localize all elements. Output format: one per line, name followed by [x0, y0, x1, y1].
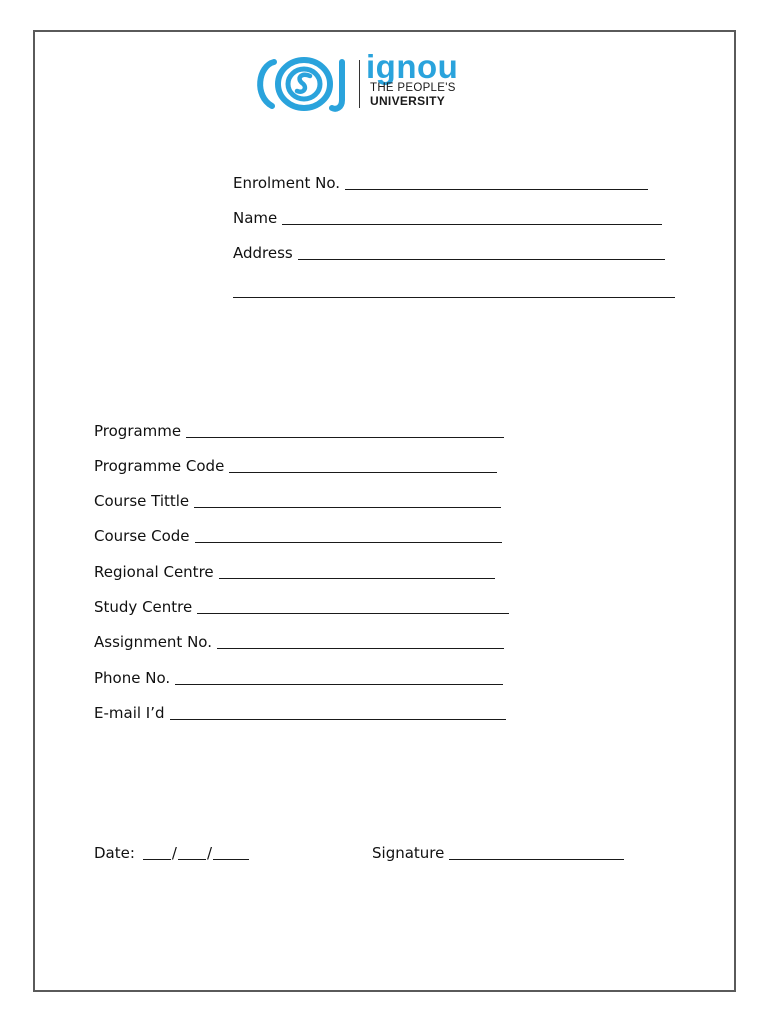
- course-title-line[interactable]: [194, 507, 501, 508]
- programme-field[interactable]: [94, 424, 504, 439]
- date-separator-1: /: [171, 844, 177, 862]
- logo-divider: [359, 60, 360, 108]
- programme-line[interactable]: [186, 437, 504, 438]
- address-field[interactable]: [233, 246, 665, 261]
- programme-code-label: Programme Code: [94, 457, 225, 475]
- enrolment-label: Enrolment No.: [233, 174, 341, 192]
- regional-centre-line[interactable]: [219, 578, 495, 579]
- name-label: Name: [233, 209, 278, 227]
- phone-no-line[interactable]: [175, 684, 503, 685]
- logo-tagline-1: THE PEOPLE'S: [370, 82, 456, 94]
- logo-wordmark: ignou: [366, 48, 459, 85]
- assignment-no-line[interactable]: [217, 648, 504, 649]
- address-line[interactable]: [298, 259, 665, 260]
- study-centre-label: Study Centre: [94, 598, 193, 616]
- course-title-field[interactable]: [94, 494, 501, 509]
- course-code-line[interactable]: [195, 542, 502, 543]
- signature-field[interactable]: [372, 846, 624, 861]
- programme-label: Programme: [94, 422, 182, 440]
- enrolment-field[interactable]: [233, 176, 648, 191]
- email-field[interactable]: [94, 706, 506, 721]
- signature-line[interactable]: [449, 859, 624, 860]
- regional-centre-field[interactable]: [94, 565, 495, 580]
- name-field[interactable]: [233, 211, 662, 226]
- assignment-no-field[interactable]: [94, 635, 504, 650]
- ignou-emblem-icon: [252, 56, 356, 112]
- address-line-2[interactable]: [233, 297, 675, 298]
- date-day-line[interactable]: [143, 859, 171, 860]
- phone-no-field[interactable]: [94, 671, 503, 686]
- email-label: E-mail I’d: [94, 704, 165, 722]
- address-label: Address: [233, 244, 293, 262]
- programme-code-field[interactable]: [94, 459, 497, 474]
- programme-code-line[interactable]: [229, 472, 497, 473]
- course-code-field[interactable]: [94, 529, 502, 544]
- date-month-line[interactable]: [178, 859, 206, 860]
- study-centre-field[interactable]: [94, 600, 509, 615]
- signature-label: Signature: [372, 844, 445, 862]
- regional-centre-label: Regional Centre: [94, 563, 214, 581]
- date-separator-2: /: [206, 844, 213, 862]
- study-centre-line[interactable]: [197, 613, 509, 614]
- course-title-label: Course Tittle: [94, 492, 190, 510]
- course-code-label: Course Code: [94, 527, 190, 545]
- enrolment-line[interactable]: [345, 189, 648, 190]
- date-field[interactable]: [94, 846, 249, 861]
- ignou-logo: [252, 48, 502, 116]
- date-label: Date:: [94, 844, 135, 862]
- phone-no-label: Phone No.: [94, 669, 171, 687]
- name-line[interactable]: [282, 224, 662, 225]
- logo-tagline-2: UNIVERSITY: [370, 94, 446, 108]
- date-year-line[interactable]: [213, 859, 249, 860]
- assignment-no-label: Assignment No.: [94, 633, 212, 651]
- email-line[interactable]: [170, 719, 506, 720]
